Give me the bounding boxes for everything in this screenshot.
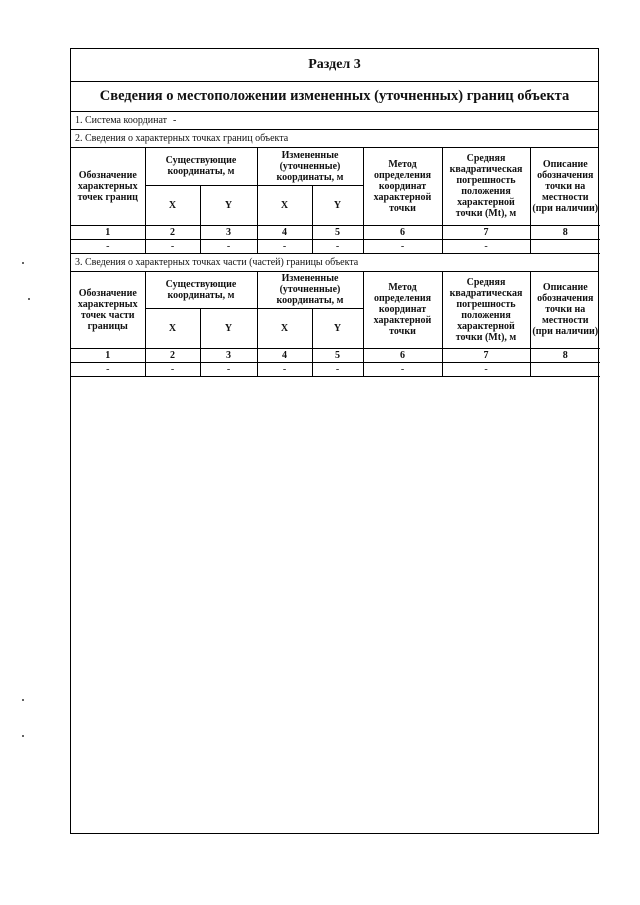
table-cell: - [442, 363, 530, 377]
section-subtitle: Сведения о местоположении измененных (уточненных) границ объекта [71, 82, 598, 112]
table-cell [530, 363, 600, 377]
header-existing-x: X [145, 185, 200, 225]
column-numbers-row [71, 225, 600, 239]
column-number: 8 [530, 225, 600, 239]
scan-speck [28, 298, 30, 300]
header-point-description: Описание обозначения точки на местности (при наличии) [530, 148, 600, 225]
column-number: 8 [530, 349, 600, 363]
column-number: 4 [257, 225, 312, 239]
column-number: 3 [200, 349, 257, 363]
table-cell: - [145, 363, 200, 377]
table-cell: - [363, 363, 442, 377]
table-row [71, 239, 600, 253]
header-existing-x: X [145, 309, 200, 349]
column-number: 2 [145, 225, 200, 239]
header-mean-square-error: Средняя квадратическая погрешность положения характерной точки (Mt), м [442, 272, 530, 349]
table-cell: - [71, 239, 145, 253]
table-cell: - [257, 239, 312, 253]
column-numbers-row [71, 349, 600, 363]
header-changed-coordinates: Измененные (уточненные) координаты, м [257, 272, 363, 309]
column-number: 5 [312, 349, 363, 363]
header-point-description: Описание обозначения точки на местности (при наличии) [530, 272, 600, 349]
table-cell: - [257, 363, 312, 377]
header-method: Метод определения координат характерной точки [363, 272, 442, 349]
column-number: 1 [71, 225, 145, 239]
table-cell: - [200, 239, 257, 253]
table-row [71, 363, 600, 377]
section-frame [70, 48, 599, 834]
header-changed-x: X [257, 309, 312, 349]
scan-speck [22, 699, 24, 701]
section-title: Раздел 3 [71, 49, 598, 82]
part-boundary-points-table [71, 272, 600, 378]
column-number: 4 [257, 349, 312, 363]
table2-label: 3. Сведения о характерных точках части (частей) границы объекта [71, 254, 598, 272]
header-changed-y: Y [312, 185, 363, 225]
header-point-designation: Обозначение характерных точек границ [71, 148, 145, 225]
scan-speck [22, 262, 24, 264]
table1-label: 2. Сведения о характерных точках границ объекта [71, 130, 598, 148]
column-number: 1 [71, 349, 145, 363]
column-number: 3 [200, 225, 257, 239]
header-existing-coordinates: Существующие координаты, м [145, 148, 257, 185]
column-number: 2 [145, 349, 200, 363]
table-cell: - [312, 363, 363, 377]
table-cell: - [442, 239, 530, 253]
header-point-designation: Обозначение характерных точек части границы [71, 272, 145, 349]
column-number: 6 [363, 349, 442, 363]
scan-speck [22, 735, 24, 737]
boundary-points-table [71, 148, 600, 254]
table-cell: - [200, 363, 257, 377]
header-existing-coordinates: Существующие координаты, м [145, 272, 257, 309]
header-existing-y: Y [200, 185, 257, 225]
header-changed-coordinates: Измененные (уточненные) координаты, м [257, 148, 363, 185]
header-method: Метод определения координат характерной точки [363, 148, 442, 225]
table-cell: - [145, 239, 200, 253]
table-cell [530, 239, 600, 253]
table-cell: - [71, 363, 145, 377]
table-cell: - [312, 239, 363, 253]
header-changed-x: X [257, 185, 312, 225]
header-existing-y: Y [200, 309, 257, 349]
column-number: 6 [363, 225, 442, 239]
column-number: 7 [442, 349, 530, 363]
coordinate-system-value: - [173, 115, 177, 126]
column-number: 5 [312, 225, 363, 239]
column-number: 7 [442, 225, 530, 239]
coordinate-system-row [71, 112, 598, 130]
coordinate-system-label: 1. Система координат [75, 115, 168, 126]
header-changed-y: Y [312, 309, 363, 349]
table-cell: - [363, 239, 442, 253]
header-mean-square-error: Средняя квадратическая погрешность положения характерной точки (Mt), м [442, 148, 530, 225]
